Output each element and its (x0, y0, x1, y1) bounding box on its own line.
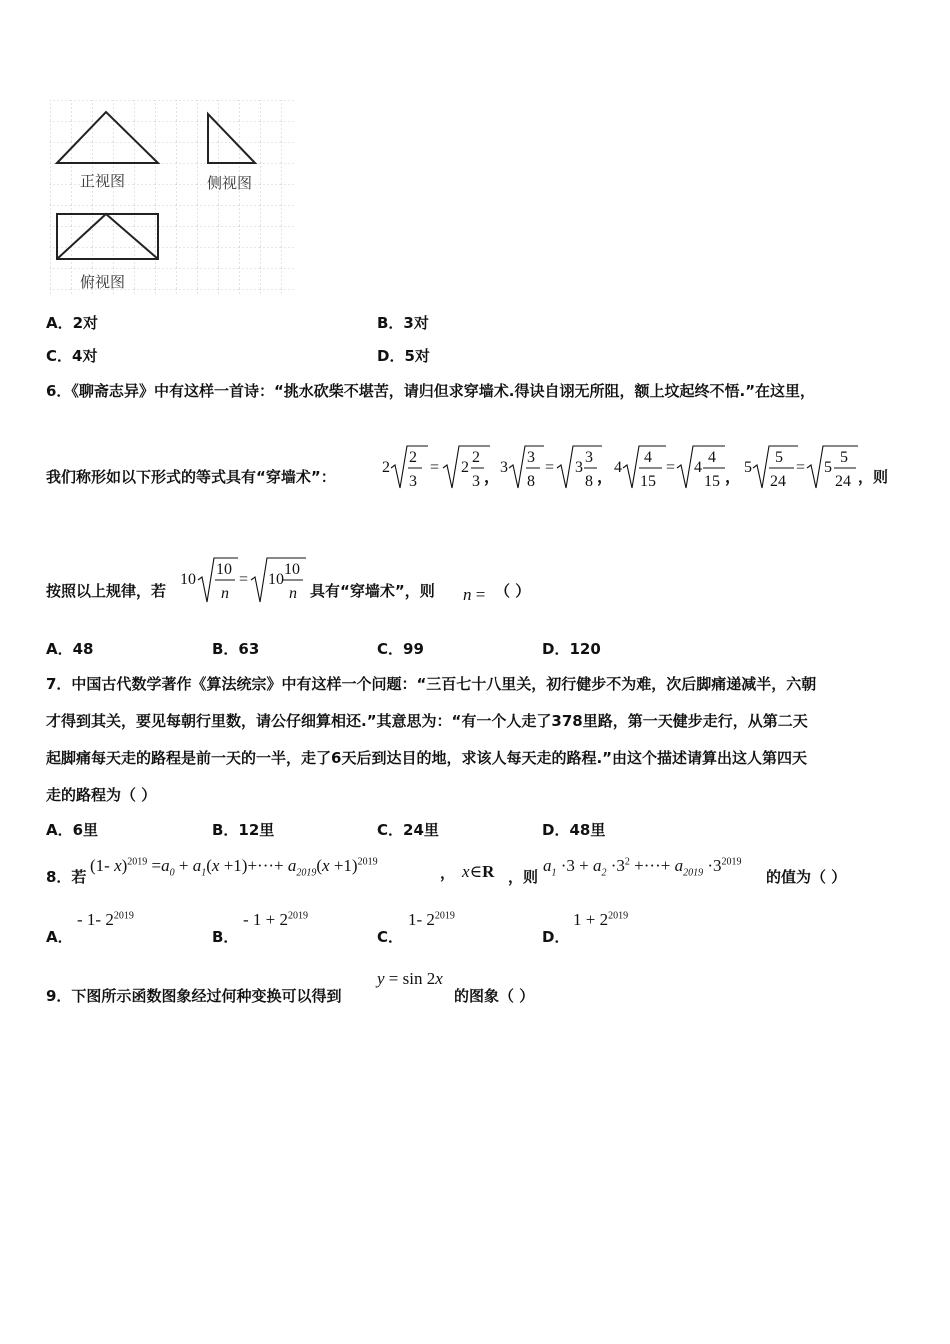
q5-option-c: C．4对 (46, 347, 98, 365)
svg-text:3: 3 (472, 473, 480, 490)
svg-text:4: 4 (614, 459, 622, 476)
svg-text:=: = (239, 571, 249, 588)
q6-line3-prefix: 按照以上规律，若 (46, 582, 167, 600)
svg-text:15: 15 (704, 473, 720, 490)
q6-line2-prefix: 我们称形如以下形式的等式具有“穿墙术”： (46, 468, 336, 486)
top-view-label: 俯视图 (80, 273, 126, 291)
q8-expansion-formula: (1- $x)^{2019} =a_0 + a_1(x +1)+\cdot\cdot\cdot+ a_{2019}(x +1)^{2019}$ (90, 856, 378, 879)
q7-line2: 才得到其关，要见每朝行里数，请公仔细算相还.”其意思为：“有一个人走了378里路，第一天健步走行，从第二天 (46, 712, 808, 730)
q6-condition-formula (178, 552, 308, 612)
svg-text:5: 5 (840, 449, 848, 466)
q7-line4: 走的路程为（ ） (46, 786, 157, 804)
svg-text:24: 24 (835, 473, 851, 490)
svg-text:2: 2 (461, 459, 469, 476)
q7-option-a: A．6里 (46, 821, 99, 839)
q8-option-c-value: 1- $2^{2019}$ (408, 910, 455, 929)
svg-text:=: = (666, 459, 676, 476)
svg-text:2: 2 (472, 449, 480, 466)
q6-option-c: C．99 (377, 640, 424, 658)
svg-text:4: 4 (708, 449, 716, 466)
q7-option-c: C．24里 (377, 821, 439, 839)
svg-text:3: 3 (409, 473, 417, 490)
q6-line3-mid: 具有“穿墙术”，则 (310, 582, 435, 600)
q7-line3: 起脚痛每天走的路程是前一天的一半，走了6天后到达目的地，求该人每天走的路程.”由这个描述请算出这人第四天 (46, 749, 807, 767)
q8-domain: x∈R (462, 862, 495, 881)
q9-prefix: 9．下图所示函数图象经过何种变换可以得到 (46, 987, 342, 1005)
svg-text:=: = (430, 459, 440, 476)
svg-text:8: 8 (585, 473, 593, 490)
q8-option-a-value: - 1- $2^{2019}$ (77, 910, 134, 929)
svg-text:5: 5 (775, 449, 783, 466)
q8-option-d-label: D． (542, 928, 570, 946)
svg-text:n: n (221, 585, 229, 602)
svg-text:8: 8 (527, 473, 535, 490)
svg-text:n: n (289, 585, 297, 602)
q7-option-d: D．48里 (542, 821, 606, 839)
svg-text:10: 10 (180, 571, 196, 588)
q6-n-equals: n = (463, 585, 486, 604)
q6-option-b: B．63 (212, 640, 260, 658)
q9-formula: y = sin 2x (377, 969, 443, 988)
q7-option-b: B．12里 (212, 821, 275, 839)
q8-target-sum: $a_1 \cdot 3 + a_2 \cdot 3^2$ +···+ $a_{2019} \cdot 3^{2019}$ (543, 856, 742, 879)
svg-text:3: 3 (527, 449, 535, 466)
svg-text:10: 10 (268, 571, 284, 588)
three-view-figure (50, 100, 295, 295)
svg-text:=: = (796, 459, 806, 476)
q5-option-b: B．3对 (377, 314, 429, 332)
side-view-label: 侧视图 (207, 174, 253, 192)
q6-formula-examples (380, 438, 860, 498)
svg-text:2: 2 (409, 449, 417, 466)
front-view-label: 正视图 (80, 172, 126, 190)
svg-text:10: 10 (216, 561, 232, 578)
svg-text:2: 2 (382, 459, 390, 476)
q6-option-d: D．120 (542, 640, 601, 658)
svg-text:3: 3 (585, 449, 593, 466)
svg-text:，: ， (725, 467, 742, 486)
svg-text:，: ， (597, 467, 614, 486)
q8-option-d-value: $1 + 2^{2019}$ (573, 910, 629, 929)
q8-comma: ， (440, 864, 456, 882)
q7-line1: 7．中国古代数学著作《算法统宗》中有这样一个问题：“三百七十八里关，初行健步不为难，次后脚痛递减半，六朝 (46, 675, 817, 693)
svg-text:5: 5 (744, 459, 752, 476)
q5-option-d: D．5对 (377, 347, 430, 365)
svg-text:4: 4 (644, 449, 652, 466)
q6-option-a: A．48 (46, 640, 94, 658)
q9-suffix: 的图象（ ） (454, 987, 535, 1005)
q6-line1: 6．《聊斋志异》中有这样一首诗：“挑水砍柴不堪苦，请归但求穿墙术.得诀自诩无所阻，额上坟起终不悟.”在这里， (46, 382, 816, 400)
svg-text:=: = (545, 459, 555, 476)
q8-num: 8．若 (46, 868, 87, 886)
q8-tail: 的值为（ ） (766, 868, 847, 886)
q8-option-a-label: A． (46, 928, 73, 946)
q6-line2-suffix: ，则 (858, 468, 889, 486)
q8-option-b-label: B． (212, 928, 239, 946)
svg-text:24: 24 (770, 473, 786, 490)
q8-option-c-label: C． (377, 928, 404, 946)
q5-option-a: A．2对 (46, 314, 99, 332)
q6-line3-paren: （ ） (495, 582, 531, 600)
svg-text:15: 15 (640, 473, 656, 490)
svg-text:，: ， (484, 467, 501, 486)
svg-text:3: 3 (500, 459, 508, 476)
svg-text:4: 4 (694, 459, 702, 476)
q8-then: ，则 (508, 868, 539, 886)
q8-option-b-value: - $1 + 2^{2019}$ (243, 910, 308, 929)
svg-text:5: 5 (824, 459, 832, 476)
svg-text:3: 3 (575, 459, 583, 476)
svg-text:10: 10 (284, 561, 300, 578)
